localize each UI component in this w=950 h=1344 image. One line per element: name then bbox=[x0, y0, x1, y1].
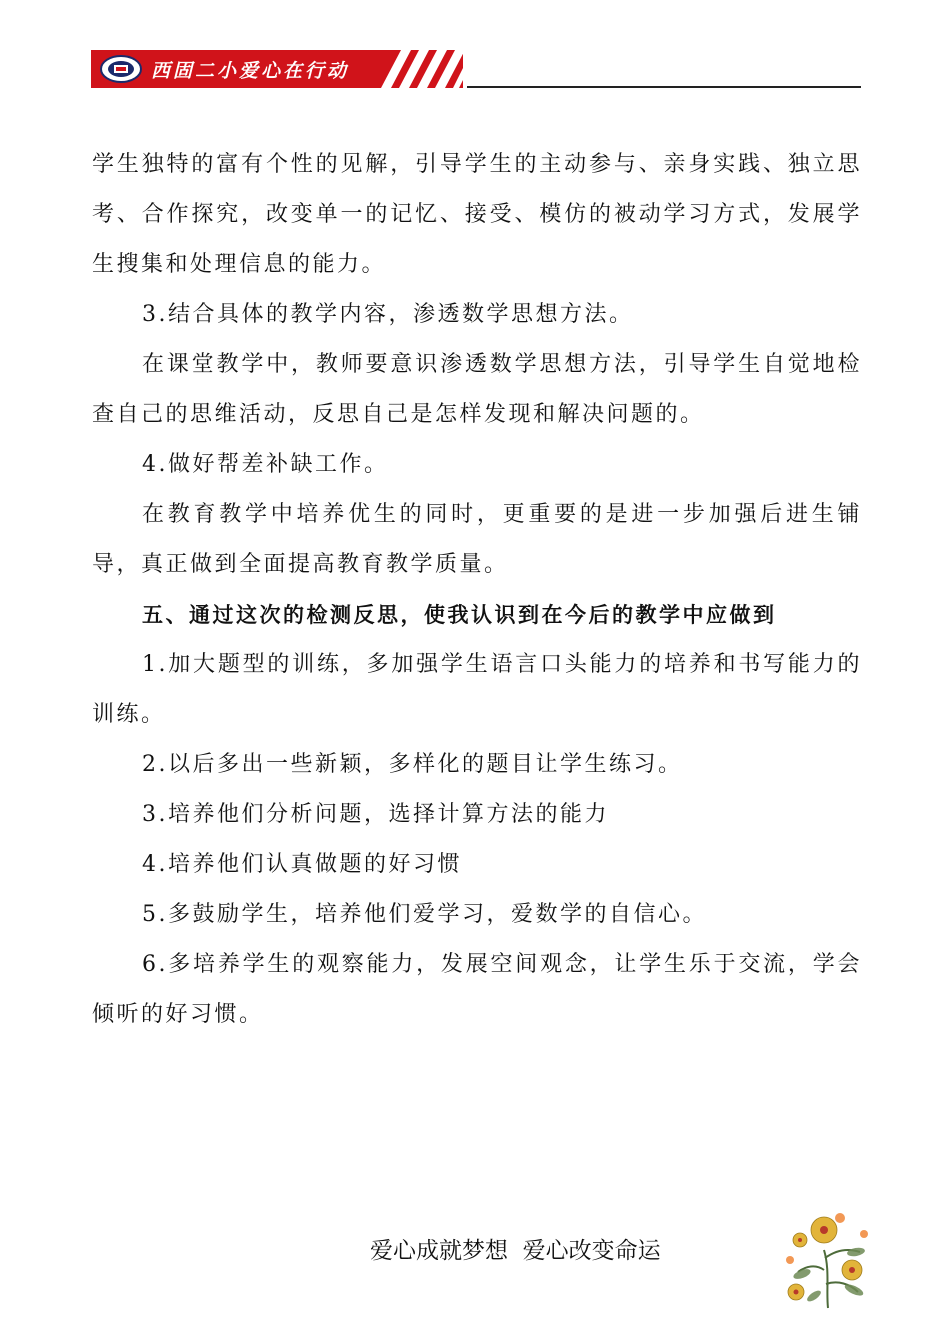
list-item: 5.多鼓励学生，培养他们爱学习，爱数学的自信心。 bbox=[142, 902, 707, 927]
list-item: 6.多培养学生的观察能力，发展空间观念，让学生乐于交流，学会倾听的好习惯。 bbox=[92, 952, 862, 1027]
header-banner bbox=[91, 50, 463, 88]
footer-slogan: 爱心成就梦想 爱心改变命运 bbox=[370, 1238, 661, 1264]
paragraph: 在教育教学中培养优生的同时，更重要的是进一步加强后进生铺导，真正做到全面提高教育教学质量。 bbox=[92, 502, 862, 577]
paragraph: 在课堂教学中，教师要意识渗透数学思想方法，引导学生自觉地检查自己的思维活动，反思自己是怎样发现和解决问题的。 bbox=[92, 352, 862, 427]
list-item: 4.培养他们认真做题的好习惯 bbox=[142, 852, 462, 877]
list-item: 3.培养他们分析问题，选择计算方法的能力 bbox=[142, 802, 609, 827]
list-item-4-title: 4.做好帮差补缺工作。 bbox=[142, 452, 389, 477]
banner-stripes bbox=[359, 50, 463, 88]
paragraph-continuation: 学生独特的富有个性的见解，引导学生的主动参与、亲身实践、独立思考、合作探究，改变单一的记忆、接受、模仿的被动学习方式，发展学生搜集和处理信息的能力。 bbox=[92, 152, 862, 277]
school-emblem-icon bbox=[99, 54, 143, 84]
list-item: 1.加大题型的训练，多加强学生语言口头能力的培养和书写能力的训练。 bbox=[92, 652, 862, 727]
list-item-3-title: 3.结合具体的教学内容，渗透数学思想方法。 bbox=[142, 302, 634, 327]
page-header bbox=[91, 50, 861, 90]
chrysanthemum-flower-icon bbox=[778, 1200, 878, 1312]
header-rule bbox=[467, 86, 861, 88]
document-body bbox=[92, 140, 862, 1040]
list-item: 2.以后多出一些新颖，多样化的题目让学生练习。 bbox=[142, 752, 683, 777]
banner-title: 西固二小爱心在行动 bbox=[151, 60, 350, 82]
section-heading: 五、通过这次的检测反思，使我认识到在今后的教学中应做到 bbox=[142, 603, 777, 627]
